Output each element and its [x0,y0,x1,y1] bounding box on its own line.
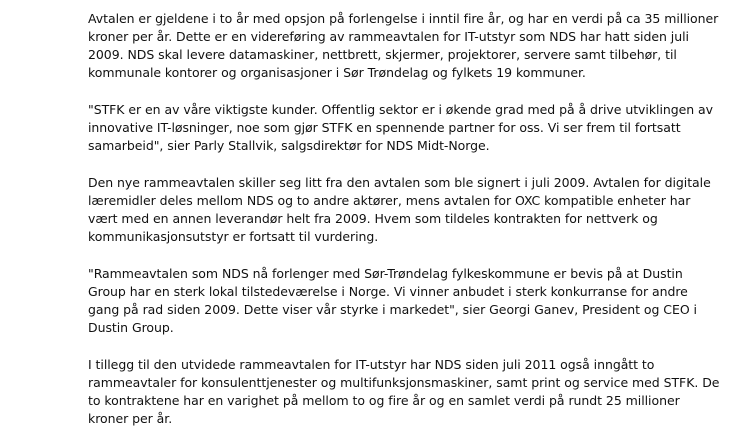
text-line: rammeavtaler for konsulenttjenester og multifunksjonsmaskiner, samt print og service med STFK. De [88,375,720,390]
text-line: gang på rad siden 2009. Dette viser vår styrke i markedet", sier Georgi Ganev, President og CEO i [88,302,697,317]
text-line: kommunikasjonsutstyr er fortsatt til vurdering. [88,229,379,244]
paragraph-additional-agreements [88,356,720,428]
text-line: læremidler deles mellom NDS og to andre aktører, mens avtalen for OXC kompatible enheter har [88,193,691,208]
paragraph-ganev-quote [88,265,697,337]
text-line: innovative IT-løsninger, noe som gjør STFK en spennende partner for oss. Vi ser frem til fortsatt [88,120,681,135]
text-line: kommunale kontorer og organisasjoner i Sør Trøndelag og fylkets 19 kommuner. [88,65,586,80]
text-line: vært med en annen leverandør helt fra 2009. Hvem som tildeles kontrakten for nettverk og [88,211,658,226]
text-line: kroner per år. [88,411,173,426]
text-line: to kontraktene har en varighet på mellom to og fire år og en samlet verdi på rundt 25 millioner [88,393,680,408]
text-line: kroner per år. Dette er en videreføring av rammeavtalen for IT-utstyr som NDS har hatt siden juli [88,29,689,44]
text-line: Den nye rammeavtalen skiller seg litt fra den avtalen som ble signert i juli 2009. Avtalen for digitale [88,175,711,190]
text-line: I tillegg til den utvidede rammeavtalen for IT-utstyr har NDS siden juli 2011 også inngått to [88,357,655,372]
text-line: "Rammeavtalen som NDS nå forlenger med Sør-Trøndelag fylkeskommune er bevis på at Dustin [88,266,683,281]
text-line: "STFK er en av våre viktigste kunder. Offentlig sektor er i økende grad med på å drive utviklingen av [88,102,714,117]
text-line: samarbeid", sier Parly Stallvik, salgsdirektør for NDS Midt-Norge. [88,138,490,153]
paragraph-new-agreement [88,174,711,246]
paragraph-stallvik-quote [88,101,714,155]
text-line: Dustin Group. [88,320,174,335]
text-line: Avtalen er gjeldene i to år med opsjon på forlengelse i inntil fire år, og har en verdi på ca 35 millioner [88,11,719,26]
document-body [88,10,720,447]
text-line: Group har en sterk lokal tilstedeværelse i Norge. Vi vinner anbudet i sterk konkurranse for andre [88,284,688,299]
text-line: 2009. NDS skal levere datamaskiner, nettbrett, skjermer, projektorer, servere samt tilbehør, til [88,47,677,62]
paragraph-contract-terms [88,10,719,82]
